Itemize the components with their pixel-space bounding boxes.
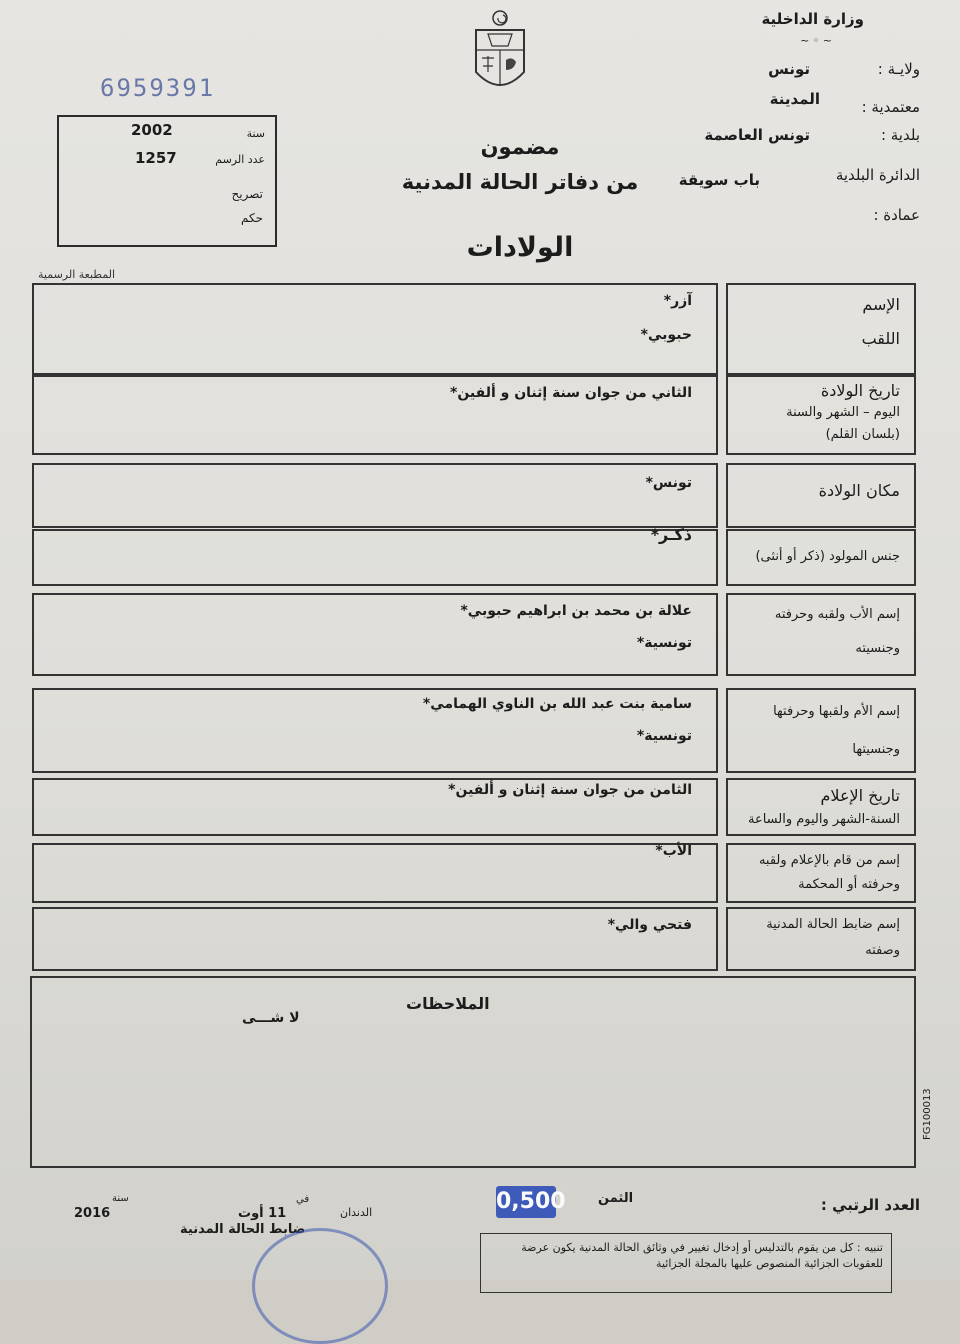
- price-label: الثمن: [598, 1191, 634, 1206]
- registry-declaration-label: تصريح: [231, 187, 263, 201]
- row-name-label-cell: [726, 283, 916, 375]
- declarant-role-label: وحرفته أو المحكمة: [798, 877, 900, 892]
- row-sex-label-cell: [726, 529, 916, 586]
- delegation-label: معتمدية :: [861, 98, 920, 116]
- row-birth-date: [32, 375, 916, 455]
- declaration-date-label: تاريخ الإعلام: [820, 786, 900, 805]
- place-label: الدندان: [340, 1206, 373, 1219]
- father-name-value: علالة بن محمد بن ابراهيم حبوبي*: [460, 603, 692, 619]
- mother-nationality-label: وجنسيتها: [852, 742, 900, 757]
- governorate-label: ولايـة :: [877, 60, 920, 78]
- father-nationality-label: وجنسيته: [855, 641, 900, 656]
- title-registers: من دفاتر الحالة المدنية: [401, 170, 639, 194]
- birth-date-value: الثاني من جوان سنة إثنان و ألفين*: [450, 385, 692, 401]
- ministry-underline-ornament: ~ ◦ ~: [800, 34, 832, 47]
- father-name-label: إسم الأب ولقبه وحرفته: [774, 607, 900, 622]
- row-officer-value-cell: [32, 907, 718, 971]
- remarks-box: [30, 976, 916, 1168]
- row-name: [32, 283, 916, 375]
- row-father: [32, 593, 916, 676]
- row-father-value-cell: [32, 593, 718, 676]
- in-label: في: [296, 1194, 310, 1205]
- registry-judgment-label: حكم: [240, 211, 263, 225]
- year-label: سنة: [112, 1193, 129, 1204]
- sex-label: جنس المولود (ذكر أو أنثى): [755, 549, 900, 564]
- declaration-date-format-label: السنة-الشهر واليوم والساعة: [747, 812, 900, 827]
- remarks-title: الملاحظات: [406, 994, 490, 1013]
- year-value: 2016: [74, 1206, 111, 1221]
- declarant-value: الأب*: [655, 843, 692, 859]
- declaration-date-value: الثامن من جوان سنة إثنان و ألفين*: [448, 782, 692, 798]
- sector-label: عمادة :: [873, 206, 920, 224]
- title-summary: مضمون: [480, 135, 560, 159]
- district-label: الدائرة البلدية: [835, 166, 920, 184]
- remarks-value: لا شـــى: [242, 1010, 300, 1026]
- registry-year-value: 2002: [131, 121, 173, 139]
- row-declarant-value-cell: [32, 843, 718, 903]
- row-birth-date-value-cell: [32, 375, 718, 455]
- delegation-value: المدينة: [769, 90, 820, 108]
- ministry-name: وزارة الداخلية: [761, 10, 864, 28]
- district-value: باب سويقة: [678, 171, 760, 189]
- registry-year-label: سنة: [246, 127, 265, 140]
- row-sex: [32, 525, 916, 586]
- printer-note: المطبعة الرسمية: [38, 268, 116, 281]
- row-birth-date-label-cell: [726, 375, 916, 455]
- surname-label: اللقب: [861, 329, 900, 348]
- declarant-label: إسم من قام بالإعلام ولقبه: [758, 853, 900, 868]
- officer-label: إسم ضابط الحالة المدنية: [766, 917, 900, 932]
- birth-place-value: تونس*: [645, 475, 692, 491]
- row-name-value-cell: [32, 283, 718, 375]
- row-mother: [32, 688, 916, 773]
- birth-date-note-label: (بلسان القلم): [825, 427, 900, 442]
- row-declaration-date: [32, 778, 916, 836]
- legal-notice: تنبيه : كل من يقوم بالتدليس أو إدخال تغيير في وثائق الحالة المدنية يكون عرضة للعقوبات الجزائية المنصوص عليها بالمجلة الجزائية: [480, 1233, 892, 1293]
- title-births: الولادات: [466, 232, 574, 263]
- row-declaration-date-label-cell: [726, 778, 916, 836]
- first-name-value: آزر*: [663, 293, 692, 309]
- date-value: 11 أوت: [238, 1206, 287, 1221]
- surname-value: حبوبي*: [640, 327, 692, 343]
- governorate-value: تونس: [768, 60, 810, 78]
- municipality-label: بلدية :: [880, 126, 920, 144]
- row-father-label-cell: [726, 593, 916, 676]
- officer-name-value: فتحي والي*: [607, 917, 692, 933]
- serial-number: 6959391: [100, 74, 216, 102]
- row-officer-label-cell: [726, 907, 916, 971]
- officer-signature-label: ضابط الحالة المدنية: [180, 1222, 306, 1237]
- row-mother-label-cell: [726, 688, 916, 773]
- form-code: FG100013: [922, 1088, 933, 1140]
- mother-name-value: سامية بنت عبد الله بن الناوي الهمامي*: [422, 696, 692, 712]
- row-declarant-label-cell: [726, 843, 916, 903]
- municipality-value: تونس العاصمة: [704, 126, 810, 144]
- row-declaration-date-value-cell: [32, 778, 718, 836]
- registry-record-label: عدد الرسم: [215, 153, 265, 166]
- tunisia-emblem-icon: [468, 6, 532, 102]
- birth-date-format-label: اليوم – الشهر والسنة: [786, 405, 900, 420]
- price-stamp: 0,500: [496, 1186, 556, 1218]
- sex-value: ذكـر*: [650, 525, 692, 544]
- birth-place-label: مكان الولادة: [818, 481, 900, 500]
- registry-box: [57, 115, 277, 247]
- row-mother-value-cell: [32, 688, 718, 773]
- row-officer: [32, 907, 916, 971]
- row-birth-place-value-cell: [32, 463, 718, 528]
- mother-name-label: إسم الأم ولقبها وحرفتها: [773, 704, 900, 719]
- row-birth-place-label-cell: [726, 463, 916, 528]
- registry-record-value: 1257: [135, 149, 177, 167]
- row-sex-value-cell: [32, 525, 718, 586]
- officer-role-label: وصفته: [865, 943, 900, 958]
- official-seal-stamp: [252, 1228, 388, 1344]
- serial-rank-label: العدد الرتبي :: [820, 1196, 920, 1214]
- mother-nationality-value: تونسية*: [636, 728, 692, 744]
- row-birth-place: [32, 463, 916, 528]
- first-name-label: الإسم: [862, 295, 900, 314]
- father-nationality-value: تونسية*: [636, 635, 692, 651]
- row-declarant: [32, 843, 916, 903]
- birth-date-label: تاريخ الولادة: [820, 381, 900, 400]
